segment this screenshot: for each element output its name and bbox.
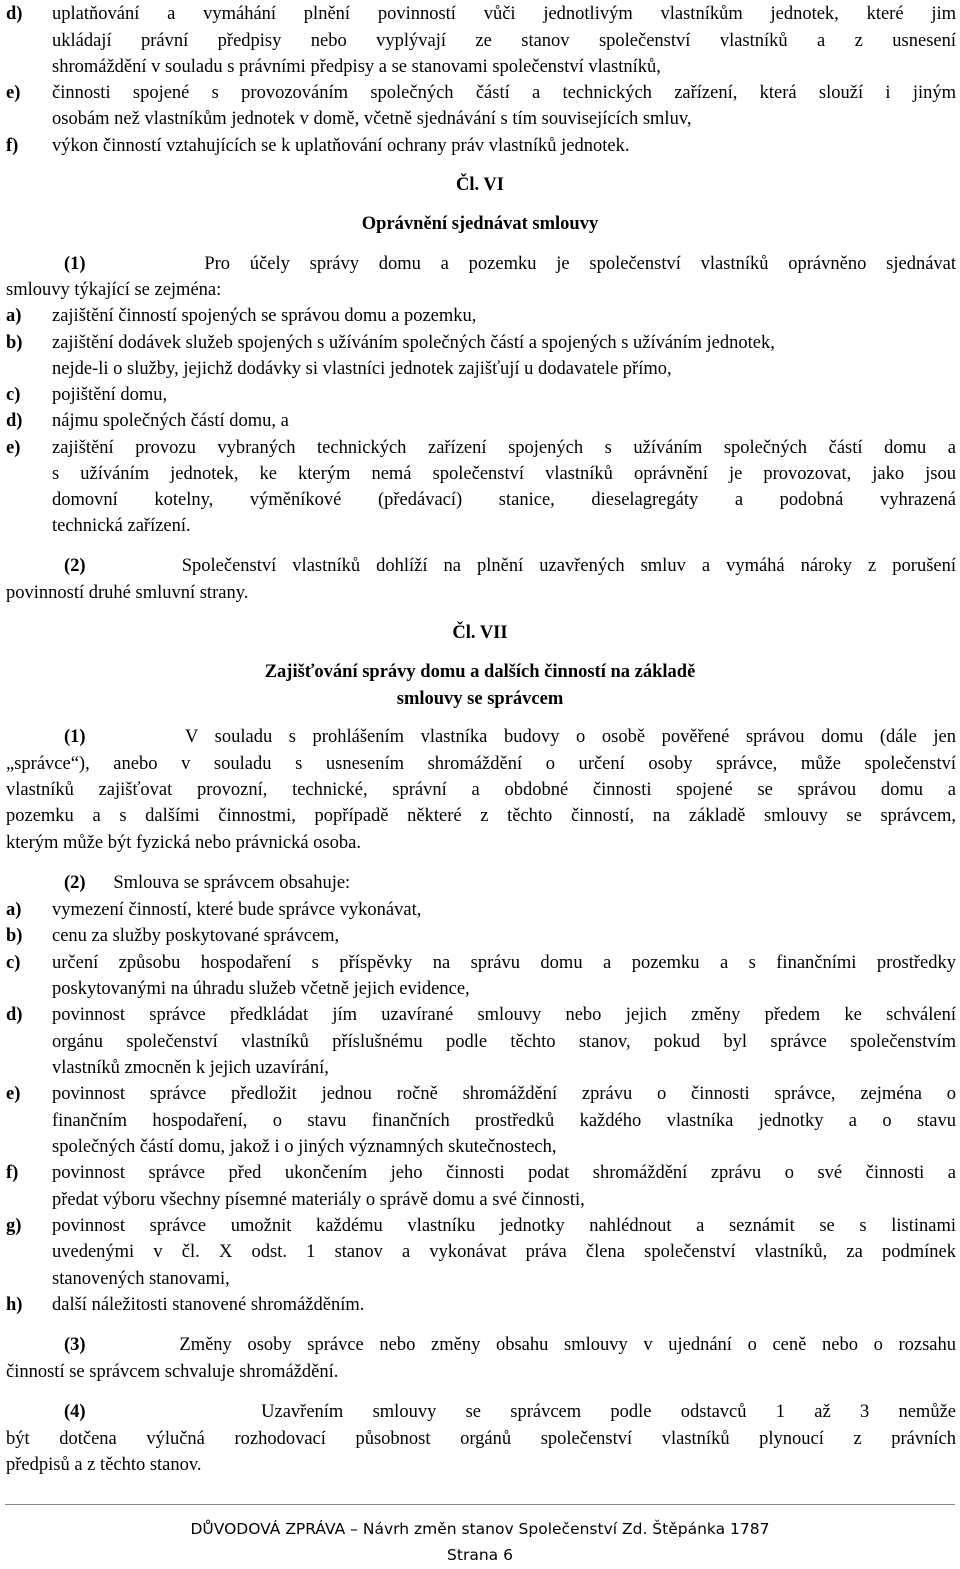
art7-item-e-line-2: finančním hospodaření, o stavu finančních prostředků každého vlastníka jednotky a o stavu (52, 1111, 956, 1131)
article-6-number: Čl. VI (456, 175, 504, 195)
art7-p2-text: Smlouva se správcem obsahuje: (113, 873, 351, 893)
art7-p1-text: V souladu s prohlášením vlastníka budovy o osobě pověřené správou domu (dále jen (185, 727, 956, 747)
art7-item-b-line-1: cenu za služby poskytované správcem, (52, 926, 340, 946)
art6-item-d-line-1: nájmu společných částí domu, a (52, 411, 289, 431)
art7-item-h-line-1: další náležitosti stanovené shromážděním. (52, 1295, 365, 1315)
article-7-number: Čl. VII (452, 623, 508, 643)
art6-p2-text: Společenství vlastníků dohlíží na plnění uzavřených smluv a vymáhá nároky z porušení (181, 556, 957, 576)
item-f-line-1: výkon činností vztahujících se k uplatňování ochrany práv vlastníků jednotek. (52, 136, 630, 156)
art7-p1-line-5: kterým může být fyzická nebo právnická osoba. (6, 833, 361, 853)
art7-item-g-line-3: stanovených stanovami, (52, 1269, 230, 1289)
item-label-f: f) (6, 136, 19, 156)
art7-p4-line-3: předpisů a z těchto stanov. (6, 1455, 202, 1475)
art7-p4-line-2: být dotčena výlučná rozhodovací působnost orgánů společenství vlastníků plynoucí z právních (6, 1429, 956, 1449)
item-e-line-1: činnosti spojené s provozováním společných částí a technických zařízení, která slouží i jiným (52, 83, 956, 103)
art7-p3-line-1 (64, 1333, 956, 1357)
article-7-title-line-2: smlouvy se správcem (396, 689, 564, 709)
art7-p1-line-2: „správce“), anebo v souladu s usnesením shromáždění o určení osoby správce, může společenství (6, 754, 956, 774)
art7-p2-intro (64, 871, 956, 895)
art7-p3-line-2: činností se správcem schvaluje shromáždění. (6, 1362, 339, 1382)
art6-item-label-b: b) (6, 333, 23, 353)
art6-p2-line-1 (64, 554, 956, 578)
art7-p4-line-1 (64, 1400, 956, 1424)
art7-item-d-line-3: vlastníků zmocněn k jejich uzavírání, (52, 1058, 329, 1078)
art6-item-b-line-1: zajištění dodávek služeb spojených s užíváním společných částí a spojených s užíváním jednotek, (52, 333, 775, 353)
art7-item-d-line-1: povinnost správce předkládat jím uzavírané smlouvy nebo jejich změny předem ke schválení (52, 1005, 956, 1025)
art7-item-g-line-2: uvedenými v čl. X odst. 1 stanov a vykonávat práva člena společenství vlastníků, za podmínek (52, 1242, 956, 1262)
footer-title: DŮVODOVÁ ZPRÁVA – Návrh změn stanov Společenství Zd. Štěpánka 1787 (190, 1520, 770, 1538)
art7-item-label-a: a) (6, 900, 22, 920)
art6-item-label-c: c) (6, 385, 21, 405)
art6-item-c-line-1: pojištění domu, (52, 385, 168, 405)
art7-item-label-g: g) (6, 1216, 22, 1236)
art7-item-label-c: c) (6, 953, 21, 973)
art7-item-label-b: b) (6, 926, 23, 946)
art7-item-label-h: h) (6, 1295, 23, 1315)
art7-p1-line-1 (64, 725, 956, 749)
art6-p1-line-1 (64, 252, 956, 276)
art7-item-e-line-3: společných částí domu, jakož i o jiných významných skutečnostech, (52, 1137, 557, 1157)
art6-item-e-line-2: s užíváním jednotek, ke kterým nemá společenství vlastníků oprávnění je provozovat, jako jsou (52, 464, 956, 484)
paragraph-number: (3) (64, 1335, 86, 1355)
art6-p2-line-2: povinností druhé smluvní strany. (6, 583, 249, 603)
art7-item-label-e: e) (6, 1084, 21, 1104)
item-label-d: d) (6, 4, 23, 24)
art6-item-a-line-1: zajištění činností spojených se správou domu a pozemku, (52, 306, 477, 326)
art7-p1-line-4: pozemku a s dalšími činnostmi, popřípadě některé z těchto činností, na základě smlouvy se správcem, (6, 806, 956, 826)
art6-p1-text: Pro účely správy domu a pozemku je společenství vlastníků oprávněno sjednávat (204, 254, 957, 274)
art6-item-label-e: e) (6, 438, 21, 458)
art6-p1-line-2: smlouvy týkající se zejména: (6, 280, 222, 300)
art7-item-a-line-1: vymezení činností, které bude správce vykonávat, (52, 900, 422, 920)
art7-item-label-d: d) (6, 1005, 23, 1025)
item-d-line-2: ukládají právní předpisy nebo vyplývají ze stanov společenství vlastníků a z usnesení (52, 31, 956, 51)
art6-item-e-line-4: technická zařízení. (52, 516, 191, 536)
paragraph-number: (2) (64, 556, 86, 576)
art6-item-e-line-1: zajištění provozu vybraných technických zařízení spojených s užíváním společných částí domu a (52, 438, 956, 458)
art6-item-label-a: a) (6, 306, 22, 326)
art7-p3-text: Změny osoby správce nebo změny obsahu smlouvy v ujednání o ceně nebo o rozsahu (179, 1335, 957, 1355)
art7-item-e-line-1: povinnost správce předložit jednou ročně shromáždění zprávu o činnosti správce, zejména o (52, 1084, 956, 1104)
art7-item-d-line-2: orgánu společenství vlastníků příslušnému podle těchto stanov, pokud byl správce společenstvím (52, 1032, 956, 1052)
article-6-title: Oprávnění sjednávat smlouvy (361, 214, 599, 234)
paragraph-number: (2) (64, 873, 86, 893)
art7-item-c-line-2: poskytovanými na úhradu služeb včetně jejich evidence, (52, 979, 470, 999)
paragraph-number: (4) (64, 1402, 86, 1422)
paragraph-number: (1) (64, 254, 86, 274)
item-e-line-2: osobám než vlastníkům jednotek v domě, včetně sjednávání s tím souvisejících smluv, (52, 109, 692, 129)
art7-item-f-line-2: předat výboru všechny písemné materiály o správě domu a své činnosti, (52, 1190, 585, 1210)
art6-item-b-line-2: nejde-li o služby, jejichž dodávky si vlastníci jednotek zajišťují u dodavatele přímo, (52, 359, 672, 379)
art7-p1-line-3: vlastníků zajišťovat provozní, technické, správní a obdobné činnosti spojené se správou domu a (6, 780, 956, 800)
item-d-line-3: shromáždění v souladu s právními předpisy a se stanovami společenství vlastníků, (52, 57, 661, 77)
art7-item-label-f: f) (6, 1163, 19, 1183)
paragraph-number: (1) (64, 727, 86, 747)
item-d-line-1: uplatňování a vymáhání plnění povinností vůči jednotlivým vlastníkům jednotek, které jim (52, 4, 956, 24)
art6-item-e-line-3: domovní kotelny, výměníkové (předávací) stanice, dieselagregáty a podobná vyhrazená (52, 490, 956, 510)
art7-item-f-line-1: povinnost správce před ukončením jeho činnosti podat shromáždění zprávu o své činnosti a (52, 1163, 956, 1183)
art7-p4-text: Uzavřením smlouvy se správcem podle odstavců 1 až 3 nemůže (261, 1402, 956, 1422)
article-7-title-line-1: Zajišťování správy domu a dalších činností na základě (264, 662, 696, 682)
item-label-e: e) (6, 83, 21, 103)
page-number: Strana 6 (447, 1546, 513, 1564)
art7-item-g-line-1: povinnost správce umožnit každému vlastníku jednotky nahlédnout a seznámit se s listinami (52, 1216, 956, 1236)
art6-item-label-d: d) (6, 411, 23, 431)
footer-divider (5, 1504, 955, 1505)
art7-item-c-line-1: určení způsobu hospodaření s příspěvky na správu domu a pozemku a s finančními prostředky (52, 953, 956, 973)
